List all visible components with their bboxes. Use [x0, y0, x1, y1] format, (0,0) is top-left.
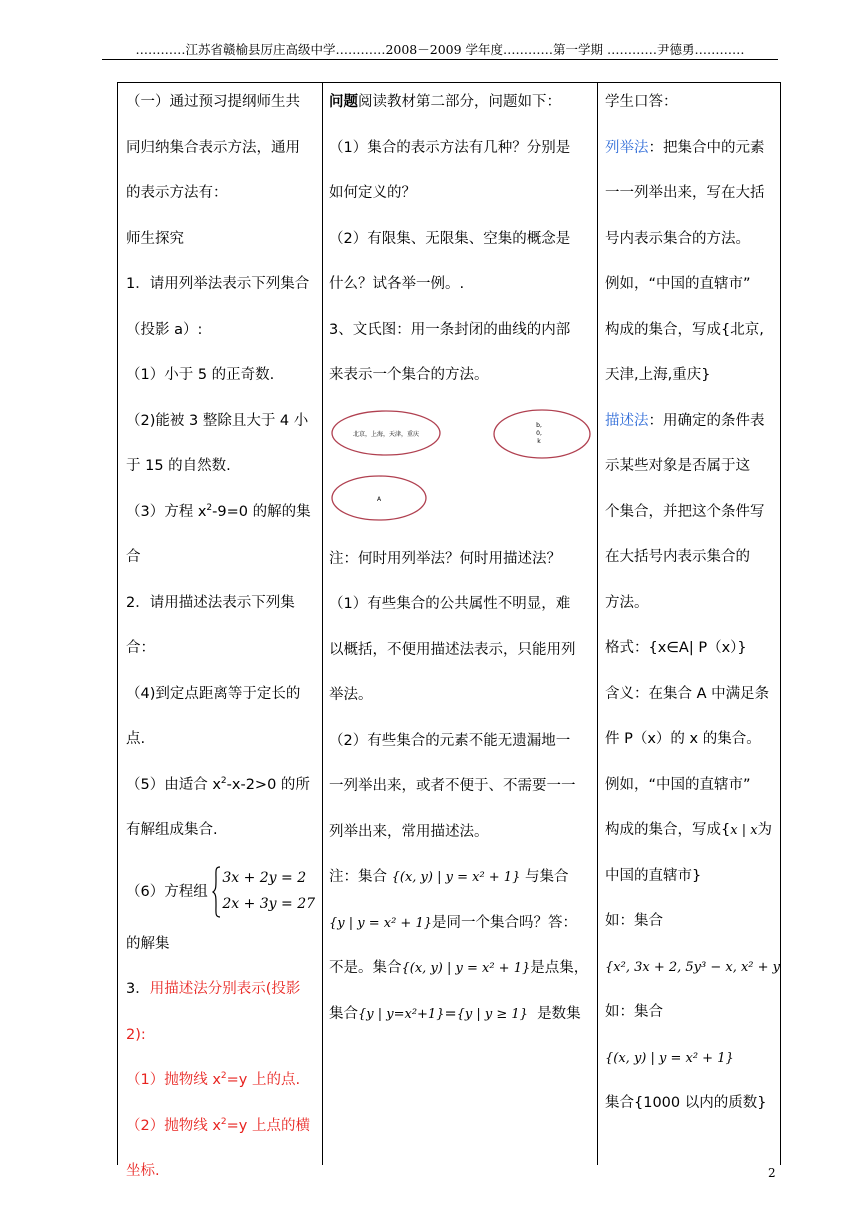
text-line: （1）小于 5 的正奇数. [126, 367, 275, 383]
text-line: 同归纳集合表示方法，通用 [126, 139, 300, 156]
equation-system [212, 865, 322, 919]
text-segment: =y 上点的横 [226, 1117, 310, 1134]
superscript: 2 [220, 775, 227, 786]
text-segment: 是数集 [537, 1005, 581, 1022]
superscript: 2 [220, 1071, 227, 1082]
text-line [329, 912, 596, 958]
text-line: 于 15 的自然数. [126, 458, 231, 474]
text-line [329, 866, 596, 912]
venn-diagram-area [329, 410, 596, 548]
text-line: 件 P（x）的 x 的集合。 [605, 731, 761, 747]
header-rule [102, 59, 778, 60]
ellipse-1-label: 北京，上海，天津，重庆 [352, 430, 420, 438]
text-line: 1．请用列举法表示下列集合 [126, 276, 310, 292]
math-expression: {x², 3x + 2, 5y³ − x, x² + y [605, 959, 780, 975]
text-line [126, 978, 321, 1024]
text-line: 举法。 [329, 687, 373, 703]
left-brace-icon [212, 865, 222, 919]
text-line: 号内表示集合的方法。 [605, 230, 750, 247]
text-line: （2)能被 3 整除且大于 4 小 [126, 412, 309, 429]
text-line: 集合{1000 以内的质数} [605, 1095, 767, 1111]
text-line: （2）有些集合的元素不能无遗漏地一 [329, 732, 571, 749]
equation-2: 2x + 3y = 27 [222, 895, 316, 912]
text-line [605, 137, 775, 183]
text-line: 学生口答： [605, 94, 678, 110]
column-student-activity [605, 91, 780, 1138]
text-segment: （3）方程 x [126, 503, 207, 520]
text-segment: =y 上的点. [226, 1072, 301, 1088]
text-line: 注：何时用列举法？何时用描述法？ [329, 550, 561, 567]
equation-1: 3x + 2y = 2 [222, 869, 307, 886]
text-line: 构成的集合，写成{北京, [605, 321, 764, 338]
text-segment: 注：集合 [329, 869, 387, 885]
text-line [605, 410, 775, 456]
text-line [329, 1003, 596, 1049]
text-line: 天津,上海,重庆} [605, 367, 711, 383]
text-line [605, 956, 780, 1002]
text-line: （4)到定点距离等于定长的 [126, 685, 301, 702]
text-line: 一列举出来，或者不便于、不需要一一 [329, 778, 576, 794]
superscript: 2 [220, 1116, 227, 1127]
text-line: 例如，“中国的直辖市” [605, 776, 751, 793]
text-segment: 是点集， [530, 960, 589, 976]
text-line: 的解集 [126, 935, 170, 952]
text-line [329, 957, 596, 1003]
text-segment-red: 用描述法分别表示(投影 [149, 981, 301, 997]
text-line: 在大括号内表示集合的 [605, 549, 750, 565]
math-expression: {y | y=x²+1} [358, 1006, 445, 1022]
text-line: （1）有些集合的公共属性不明显，难 [329, 596, 571, 612]
text-line [126, 501, 321, 547]
text-line-red: 2): [126, 1026, 146, 1043]
page-header: …………江苏省赣榆县厉庄高级中学…………2008－2009 学年度…………第一学期 …………尹德勇………… [135, 42, 745, 57]
text-line-red [126, 1069, 321, 1115]
text-line [605, 1047, 775, 1093]
text-line: 中国的直辖市} [605, 867, 702, 884]
venn-diagram [329, 410, 596, 548]
text-line: （投影 a）: [126, 321, 203, 338]
math-expression: {(x, y) | y = x² + 1} [391, 870, 521, 885]
column-divider-1 [322, 83, 323, 1165]
ellipse-2-label-2: 0, [536, 429, 542, 437]
term-enumeration: 列举法 [605, 139, 649, 156]
text-line: 如何定义的？ [329, 185, 416, 201]
text-segment: （2）抛物线 x [126, 1117, 221, 1134]
text-line: 合： [126, 640, 155, 656]
text-line: 含义：在集合 A 中满足条 [605, 685, 770, 702]
text-segment: 构成的集合，写成{ [605, 822, 731, 838]
ellipse-3-label: A [376, 495, 382, 503]
ellipse-2-label-1: b, [536, 421, 542, 429]
text-line: 师生探究 [126, 230, 184, 247]
text-segment: ：把集合中的元素 [648, 139, 765, 156]
superscript: 2 [206, 502, 213, 513]
text-line: 个集合，并把这个条件写 [605, 503, 765, 520]
text-line: 来表示一个集合的方法。 [329, 367, 489, 383]
math-expression: {(x, y) | y = x² + 1} [401, 961, 531, 976]
text-segment: = [444, 1005, 457, 1022]
text-line-red [126, 1115, 321, 1161]
column-teaching-content [126, 91, 321, 1206]
text-segment: ：用确定的条件表 [648, 412, 765, 429]
text-line: （一）通过预习提纲师生共 [126, 94, 300, 110]
text-segment: 3． [126, 981, 150, 997]
column-divider-2 [597, 83, 598, 1165]
text-segment: （1）抛物线 x [126, 1072, 221, 1088]
text-line [329, 91, 596, 137]
math-expression: {y | y ≥ 1} [456, 1006, 528, 1022]
text-segment: 阅读教材第二部分，问题如下： [358, 94, 561, 110]
column-teacher-activity [329, 91, 596, 1048]
text-segment: 集合 [329, 1005, 358, 1022]
text-segment: 不是。集合 [329, 960, 402, 976]
text-line: （2）有限集、无限集、空集的概念是 [329, 230, 571, 247]
equation-system-line [126, 865, 321, 933]
text-line-red: 坐标. [126, 1163, 160, 1179]
text-segment: -x-2>0 的所 [226, 776, 310, 793]
text-line: 2．请用描述法表示下列集 [126, 594, 295, 611]
text-line: 列举出来，常用描述法。 [329, 823, 489, 840]
text-segment: -9=0 的解的集 [212, 503, 311, 520]
text-line: 示某些对象是否属于这 [605, 458, 750, 474]
text-line: 有解组成集合. [126, 822, 218, 838]
lesson-table [117, 82, 781, 1179]
text-line: 的表示方法有： [126, 185, 228, 201]
text-line: 格式：{x∈A| P（x）} [605, 640, 747, 656]
text-line: 合 [126, 549, 141, 565]
text-line [126, 774, 321, 820]
term-description: 描述法 [605, 412, 649, 429]
text-line: 什么？试各举一例。. [329, 276, 465, 292]
math-expression: {(x, y) | y = x² + 1} [605, 1050, 734, 1066]
text-segment: 与集合 [524, 869, 569, 885]
question-label: 问题 [329, 94, 358, 110]
text-segment: 是同一个集合吗？答： [432, 914, 578, 931]
text-line: 以概括，不便用描述法表示，只能用列 [329, 641, 576, 658]
text-line: 如：集合 [605, 913, 663, 929]
text-segment: 为 [757, 822, 773, 838]
text-line: 点. [126, 731, 146, 747]
text-line: （1）集合的表示方法有几种？分别是 [329, 139, 571, 156]
venn-ellipse-2 [494, 410, 590, 458]
page-number: 2 [768, 1166, 776, 1180]
math-expression: {y | y = x² + 1} [329, 915, 433, 931]
text-segment: （5）由适合 x [126, 776, 221, 793]
text-line: 方法。 [605, 594, 649, 611]
text-line: 如：集合 [605, 1004, 663, 1020]
text-segment: （6）方程组 [126, 883, 208, 900]
text-line [605, 819, 775, 865]
text-line: 一一列举出来，写在大括 [605, 185, 765, 201]
text-line: 3、文氏图：用一条封闭的曲线的内部 [329, 321, 571, 338]
text-line: 例如，“中国的直辖市” [605, 276, 751, 292]
math-expression: x | x [730, 823, 758, 838]
ellipse-2-label-3: k [537, 437, 541, 445]
